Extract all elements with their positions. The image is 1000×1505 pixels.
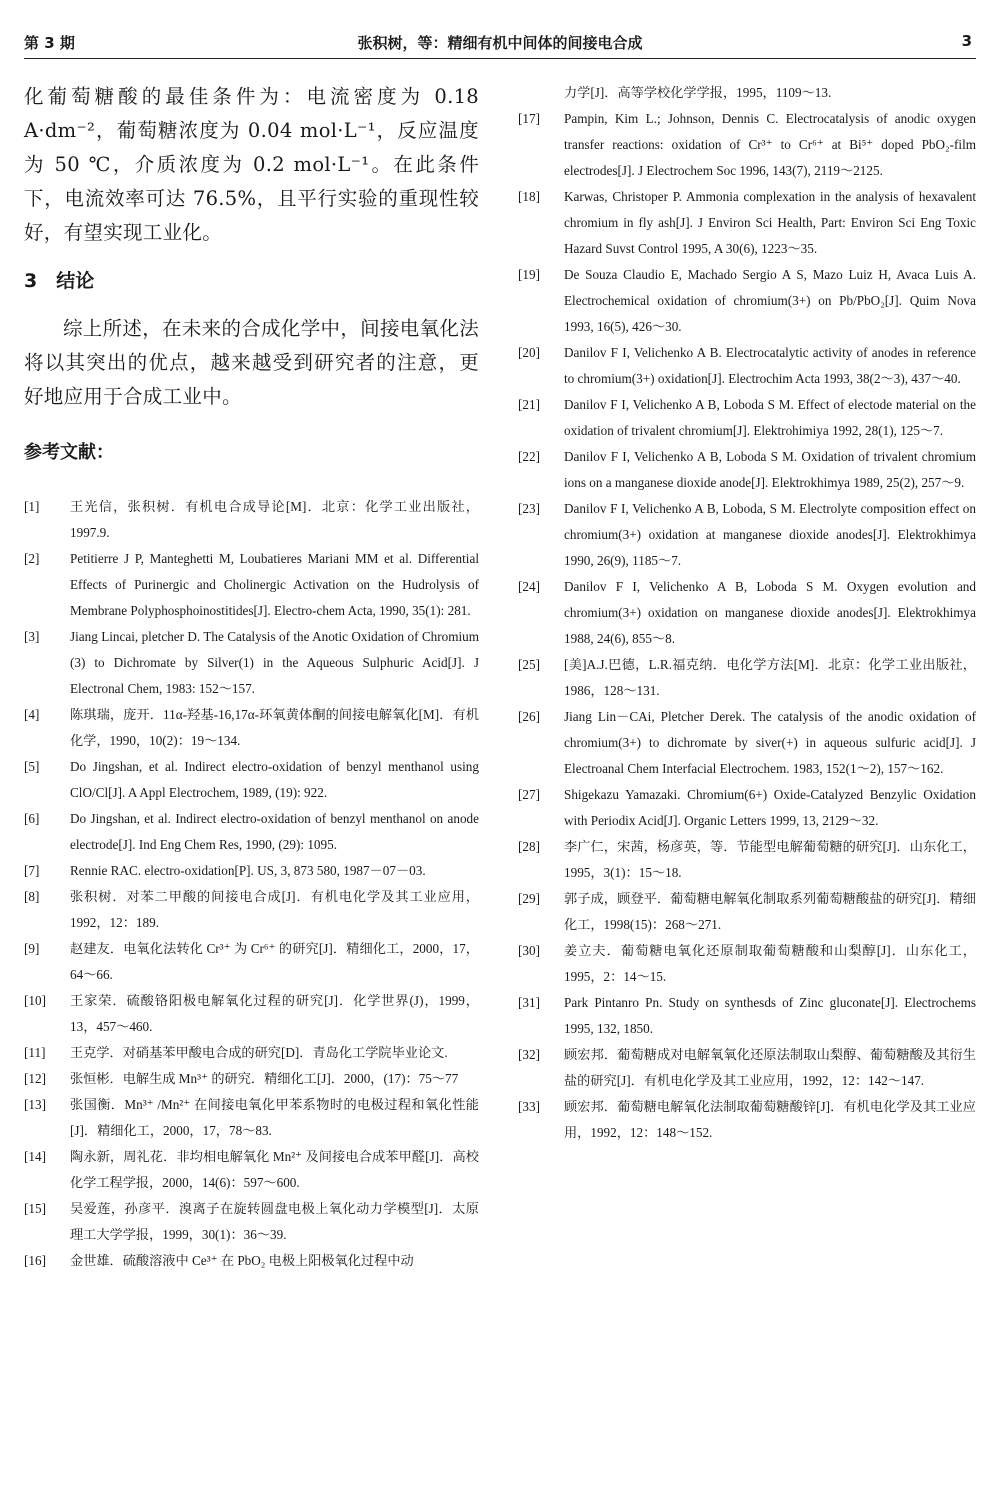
reference-number: [23] xyxy=(518,501,540,516)
reference-item xyxy=(518,106,976,184)
reference-text: 金世雄．硫酸溶液中 Ce³⁺ 在 PbO₂ 电极上阳极氧化过程中动 xyxy=(70,1253,414,1268)
reference-number: [28] xyxy=(518,839,540,854)
reference-item xyxy=(24,1066,479,1092)
reference-item xyxy=(518,652,976,704)
issue-label: 第 3 期 xyxy=(24,34,75,52)
reference-item xyxy=(518,444,976,496)
reference-text: De Souza Claudio E, Machado Sergio A S, Mazo Luiz H, Avaca Luis A. Electrochemical oxidation of chromium(3+) on Pb/PbO₂[J]. Quim Nova 1993, 16(5), 426～30. xyxy=(564,267,976,334)
reference-text: Jiang Lin－CAi, Pletcher Derek. The catalysis of the anodic oxidation of chromium(3+) to dichromate by siver(+) in aqueous sulfuric acid[J]. J Electroanal Chem Interfacial Electrochem. 1983, 152(1～2), 157～162. xyxy=(564,709,976,776)
reference-number: [27] xyxy=(518,787,540,802)
running-header xyxy=(24,28,976,59)
reference-text: Pampin, Kim L.; Johnson, Dennis C. Electrocatalysis of anodic oxygen transfer reactions: oxidation of Cr³⁺ to Cr⁶⁺ at Bi⁵⁺ doped PbO₂-film electrodes[J]. J Electrochem Soc 1996, 143(7), 2119～2125. xyxy=(564,111,976,178)
reference-item xyxy=(518,574,976,652)
reference-number: [2] xyxy=(24,551,40,566)
reference-number: [21] xyxy=(518,397,540,412)
reference-item xyxy=(518,834,976,886)
reference-number: [29] xyxy=(518,891,540,906)
reference-text: Jiang Lincai, pletcher D. The Catalysis of the Anotic Oxidation of Chromium (3) to Dichromate by Silver(1) in the Aqueous Sulphuric Acid[J]. J Electronal Chem, 1983: 152～157. xyxy=(70,629,479,696)
reference-text: Shigekazu Yamazaki. Chromium(6+) Oxide-Catalyzed Benzylic Oxidation with Periodix Acid[J]. Organic Letters 1999, 13, 2129～32. xyxy=(564,787,976,828)
reference-item xyxy=(24,1196,479,1248)
reference-text: 力学[J]．高等学校化学学报，1995，1109～13. xyxy=(564,85,832,100)
reference-item xyxy=(24,1092,479,1144)
reference-number: [15] xyxy=(24,1201,46,1216)
body-paragraph-1: 化葡萄糖酸的最佳条件为：电流密度为 0.18 A·dm⁻²，葡萄糖浓度为 0.04 mol·L⁻¹，反应温度为 50 ℃，介质浓度为 0.2 mol·L⁻¹。在此条件下，电流效率可达 76.5%，且平行实验的重现性较好，有望实现工业化。 xyxy=(24,85,479,244)
reference-item xyxy=(518,392,976,444)
reference-item xyxy=(518,1042,976,1094)
reference-number: [5] xyxy=(24,759,40,774)
reference-text: 吴爱莲，孙彦平．溴离子在旋转圆盘电极上氧化动力学模型[J]．太原理工大学学报，1999，30(1)：36～39. xyxy=(70,1201,479,1242)
reference-number: [17] xyxy=(518,111,540,126)
reference-text: Park Pintanro Pn. Study on synthesds of Zinc gluconate[J]. Electrochems 1995, 132, 1850. xyxy=(564,995,976,1036)
reference-item xyxy=(518,340,976,392)
reference-text: 张积树．对苯二甲酸的间接电合成[J]．有机电化学及其工业应用，1992，12：189. xyxy=(70,889,479,930)
reference-text: Danilov F I, Velichenko A B. Electrocatalytic activity of anodes in reference to chromium(3+) oxidation[J]. Electrochim Acta 1993, 38(2～3), 437～40. xyxy=(564,345,976,386)
reference-number: [11] xyxy=(24,1045,46,1060)
reference-item xyxy=(518,704,976,782)
reference-number: [25] xyxy=(518,657,540,672)
reference-item xyxy=(518,938,976,990)
running-title: 张积树，等：精细有机中间体的间接电合成 xyxy=(357,34,643,52)
reference-item xyxy=(518,184,976,262)
reference-text: 陈琪瑞，庞开．11α-羟基-16,17α-环氧黄体酮的间接电解氧化[M]．有机化学，1990，10(2)：19～134. xyxy=(70,707,479,748)
reference-text: 陶永新，周礼花．非均相电解氧化 Mn²⁺ 及间接电合成苯甲醛[J]．高校化学工程学报，2000，14(6)：597～600. xyxy=(70,1149,479,1190)
reference-text: Danilov F I, Velichenko A B, Loboda S M. Oxygen evolution and chromium(3+) oxidation on manganese dioxide anodes[J]. Elektrokhimya 1988, 24(6), 855～8. xyxy=(564,579,976,646)
reference-text: 李广仁，宋茜，杨彦英，等．节能型电解葡萄糖的研究[J]．山东化工，1995，3(1)：15～18. xyxy=(564,839,976,880)
reference-number: [22] xyxy=(518,449,540,464)
reference-number: [32] xyxy=(518,1047,540,1062)
reference-number: [24] xyxy=(518,579,540,594)
reference-text: Do Jingshan, et al. Indirect electro-oxidation of benzyl menthanol using ClO/Cl[J]. A Appl Electrochem, 1989, (19): 922. xyxy=(70,759,479,800)
reference-item xyxy=(24,806,479,858)
body-paragraph-2: 综上所述，在未来的合成化学中，间接电氧化法将以其突出的优点，越来越受到研究者的注意，更好地应用于合成工业中。 xyxy=(24,317,479,408)
reference-item xyxy=(24,1144,479,1196)
reference-text: Danilov F I, Velichenko A B, Loboda S M. Effect of electode material on the oxidation of trivalent chromium[J]. Elektrohimiya 1992, 28(1), 125～7. xyxy=(564,397,976,438)
reference-number: [7] xyxy=(24,863,40,878)
section-heading-conclusion: 3 结论 xyxy=(24,270,95,292)
reference-number: [26] xyxy=(518,709,540,724)
reference-text: 王克学．对硝基苯甲酸电合成的研究[D]．青岛化工学院毕业论文. xyxy=(70,1045,448,1060)
reference-text: 郭子成，顾登平．葡萄糖电解氧化制取系列葡萄糖酸盐的研究[J]．精细化工，1998(15)：268～271. xyxy=(564,891,976,932)
reference-text: 王家荣．硫酸铬阳极电解氧化过程的研究[J]．化学世界(J)，1999，13，457～460. xyxy=(70,993,479,1034)
reference-number: [3] xyxy=(24,629,40,644)
reference-number: [13] xyxy=(24,1097,46,1112)
reference-item xyxy=(518,990,976,1042)
left-column xyxy=(24,80,479,1274)
reference-item xyxy=(24,936,479,988)
reference-text: [美]A.J.巴德，L.R.福克纳．电化学方法[M]．北京：化学工业出版社，1986，128～131. xyxy=(564,657,976,698)
reference-number: [33] xyxy=(518,1099,540,1114)
reference-item xyxy=(24,702,479,754)
reference-item xyxy=(24,858,479,884)
reference-item xyxy=(518,886,976,938)
references-heading: 参考文献： xyxy=(24,442,114,463)
reference-item-continued xyxy=(518,80,976,106)
page-number: 3 xyxy=(961,32,972,50)
reference-number: [14] xyxy=(24,1149,46,1164)
reference-item xyxy=(518,262,976,340)
reference-item xyxy=(24,988,479,1040)
reference-item xyxy=(518,782,976,834)
reference-item xyxy=(24,494,479,546)
reference-number: [6] xyxy=(24,811,40,826)
reference-text: 王光信，张积树．有机电合成导论[M]．北京：化学工业出版社，1997.9. xyxy=(70,499,479,540)
reference-number: [18] xyxy=(518,189,540,204)
reference-number: [10] xyxy=(24,993,46,1008)
reference-text: 赵建友．电氧化法转化 Cr³⁺ 为 Cr⁶⁺ 的研究[J]．精细化工，2000，17，64～66. xyxy=(70,941,479,982)
reference-item xyxy=(24,546,479,624)
reference-text: 张恒彬．电解生成 Mn³⁺ 的研究．精细化工[J]．2000，(17)：75～77 xyxy=(70,1071,459,1086)
reference-text: Do Jingshan, et al. Indirect electro-oxidation of benzyl menthanol on anode electrode[J]. Ind Eng Chem Res, 1990, (29): 1095. xyxy=(70,811,479,852)
reference-number: [16] xyxy=(24,1253,46,1268)
reference-text: Rennie RAC. electro-oxidation[P]. US, 3, 873 580, 1987－07－03. xyxy=(70,863,426,878)
reference-text: Danilov F I, Velichenko A B, Loboda, S M. Electrolyte composition effect on chromium(3+) oxidation at manganese dioxide anodes[J]. Elektrokhimya 1990, 26(9), 1185～7. xyxy=(564,501,976,568)
reference-number: [30] xyxy=(518,943,540,958)
reference-text: 顾宏邦．葡萄糖电解氧化法制取葡萄糖酸锌[J]．有机电化学及其工业应用，1992，12：148～152. xyxy=(564,1099,976,1140)
reference-text: Danilov F I, Velichenko A B, Loboda S M. Oxidation of trivalent chromium ions on a manganese dioxide anode[J]. Elektrokhimya 1989, 25(2), 257～9. xyxy=(564,449,976,490)
reference-list-right xyxy=(518,80,976,1146)
reference-item xyxy=(24,1248,479,1274)
reference-text: 姜立夫．葡萄糖电氧化还原制取葡萄糖酸和山梨醇[J]．山东化工，1995，2：14～15. xyxy=(564,943,976,984)
reference-text: 顾宏邦．葡萄糖成对电解氧氧化还原法制取山梨醇、葡萄糖酸及其衍生盐的研究[J]．有机电化学及其工业应用，1992，12：142～147. xyxy=(564,1047,976,1088)
reference-number: [9] xyxy=(24,941,40,956)
reference-number: [31] xyxy=(518,995,540,1010)
reference-text: Petitierre J P, Manteghetti M, Loubatieres Mariani MM et al. Differential Effects of Purinergic and Cholinergic Activation on the Hudrolysis of Membrane Polyphosphoinostitides[J]. Electro-chem Acta, 1990, 35(1): 281. xyxy=(70,551,479,618)
reference-number: [19] xyxy=(518,267,540,282)
reference-number: [20] xyxy=(518,345,540,360)
reference-number: [8] xyxy=(24,889,40,904)
reference-number: [4] xyxy=(24,707,40,722)
reference-item xyxy=(24,624,479,702)
reference-text: 张国衡．Mn³⁺ /Mn²⁺ 在间接电氧化甲苯系物时的电极过程和氧化性能[J]．精细化工，2000，17，78～83. xyxy=(70,1097,479,1138)
reference-item xyxy=(518,496,976,574)
reference-list-left xyxy=(24,494,479,1274)
reference-number: [12] xyxy=(24,1071,46,1086)
reference-item xyxy=(24,754,479,806)
reference-number: [1] xyxy=(24,499,40,514)
reference-item xyxy=(24,884,479,936)
reference-item xyxy=(24,1040,479,1066)
reference-item xyxy=(518,1094,976,1146)
reference-text: Karwas, Christoper P. Ammonia complexation in the analysis of hexavalent chromium in fly ash[J]. J Environ Sci Health, Part: Environ Sci Eng Toxic Hazard Suvst Control 1995, A 30(6), 1223～35. xyxy=(564,189,976,256)
right-column xyxy=(518,80,976,1146)
